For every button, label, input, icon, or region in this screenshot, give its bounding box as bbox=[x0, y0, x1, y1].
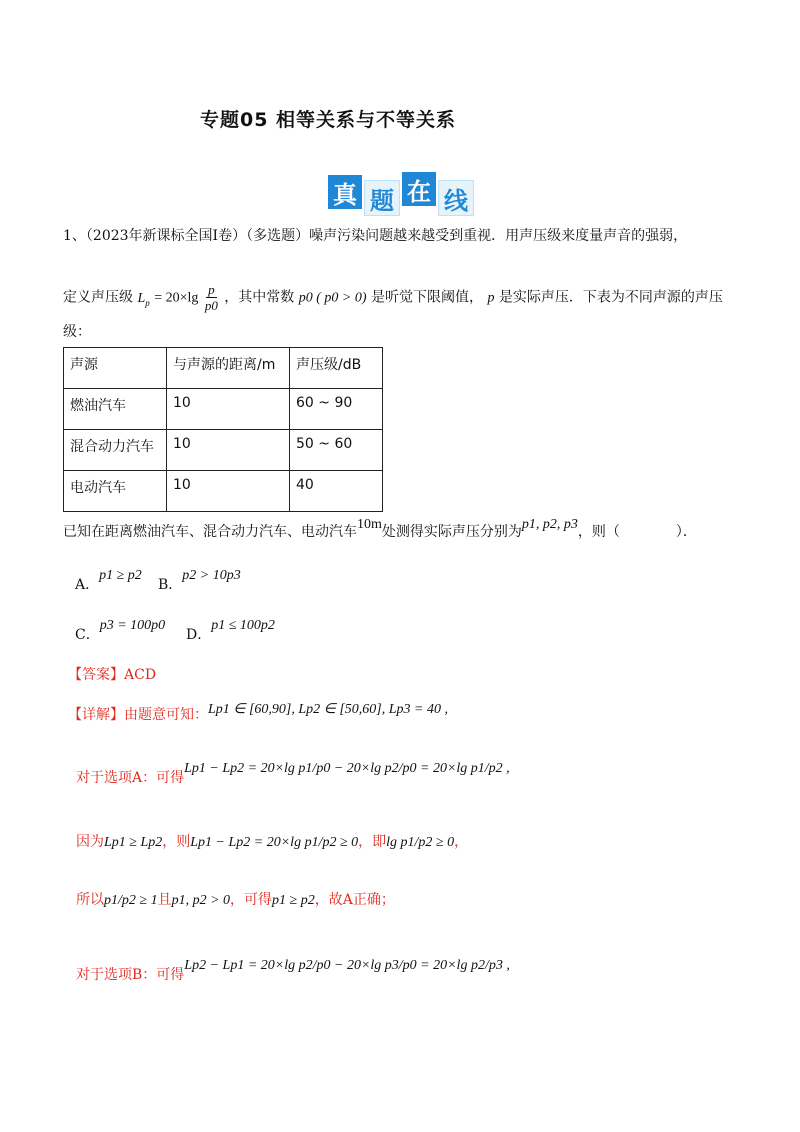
because-expr-1: Lp1 ≥ Lp2 bbox=[104, 835, 163, 850]
table-header-cell: 声压级/dB bbox=[290, 348, 383, 389]
so-expr-1: p1/p2 ≥ 1 bbox=[104, 893, 158, 908]
formula-p: p bbox=[487, 290, 495, 306]
table-header-cell: 与声源的距离/m bbox=[167, 348, 290, 389]
so-end: ，故A正确； bbox=[314, 892, 395, 908]
badge-char-4: 线 bbox=[438, 180, 474, 216]
so-label: 所以 bbox=[76, 892, 104, 908]
question-line-2b: ，其中常数 bbox=[224, 289, 295, 306]
because-line bbox=[76, 832, 468, 853]
option-A[interactable] bbox=[75, 568, 142, 596]
option-D[interactable] bbox=[186, 618, 275, 646]
table-header-cell: 声源 bbox=[64, 348, 167, 389]
detail-label: 【详解】由题意可知： bbox=[68, 707, 208, 723]
after-table-pressures: p1, p2, p3 bbox=[521, 517, 578, 532]
detail-line bbox=[68, 702, 448, 726]
formula-fraction: $\frac{p}{p0}$ bbox=[204, 282, 218, 313]
badge-char-1: 真 bbox=[328, 175, 362, 209]
option-A-analysis-expr: Lp1 − Lp2 = 20×lg p1/p0 − 20×lg p2/p0 = 20×lg p1/p2 , bbox=[184, 761, 510, 776]
so-and: 且 bbox=[157, 892, 172, 908]
table-cell: 燃油汽车 bbox=[64, 389, 167, 430]
after-table-text-c: ，则（ ）． bbox=[577, 524, 697, 540]
table-cell: 10 bbox=[167, 389, 290, 430]
table-row bbox=[64, 430, 383, 471]
question-line-1: 1、（2023年新课标全国Ⅰ卷）（多选题）噪声污染问题越来越受到重视．用声压级来度量声音的强弱， bbox=[63, 228, 688, 244]
after-table-line bbox=[63, 517, 697, 543]
section-badge bbox=[328, 172, 474, 215]
formula-mid: = 20×lg bbox=[154, 290, 199, 306]
option-B-expr: p2 > 10p3 bbox=[182, 568, 241, 583]
question-line-3: 级： bbox=[63, 324, 91, 340]
detail-expr: Lp1 ∈ [60,90], Lp2 ∈ [50,60], Lp3 = 40 , bbox=[208, 702, 448, 717]
so-line bbox=[76, 890, 395, 911]
option-D-expr: p1 ≤ 100p2 bbox=[211, 618, 275, 633]
after-table-distance: 10m bbox=[357, 517, 382, 532]
table-cell: 混合动力汽车 bbox=[64, 430, 167, 471]
table-header-row bbox=[64, 348, 383, 389]
table-row bbox=[64, 389, 383, 430]
table-cell: 电动汽车 bbox=[64, 471, 167, 512]
because-end: ， bbox=[454, 834, 469, 850]
table-row bbox=[64, 471, 383, 512]
option-B[interactable] bbox=[158, 568, 241, 596]
option-A-analysis-label: 对于选项A：可得 bbox=[76, 770, 185, 786]
page-title: 专题05 相等关系与不等关系 bbox=[200, 109, 457, 131]
option-B-label: B． bbox=[158, 577, 183, 593]
after-table-text-a: 已知在距离燃油汽车、混合动力汽车、电动汽车 bbox=[63, 524, 357, 540]
so-expr-2: p1, p2 > 0 bbox=[171, 893, 231, 908]
option-B-analysis-expr: Lp2 − Lp1 = 20×lg p2/p0 − 20×lg p3/p0 = 20×lg p2/p3 , bbox=[184, 958, 510, 973]
sound-source-table bbox=[63, 347, 383, 512]
badge-char-2: 题 bbox=[364, 180, 400, 216]
option-B-analysis bbox=[76, 958, 510, 986]
because-ji: ，即 bbox=[358, 834, 387, 850]
formula-const: p0 ( p0 > 0) bbox=[298, 290, 367, 306]
because-expr-3: lg p1/p2 ≥ 0 bbox=[386, 835, 455, 850]
table-cell: 60 ~ 90 bbox=[290, 389, 383, 430]
formula-L: $L_p$ bbox=[137, 290, 150, 308]
option-B-analysis-label: 对于选项B：可得 bbox=[76, 967, 185, 983]
question-line-2c: 是听觉下限阈值， bbox=[370, 289, 483, 306]
so-expr-3: p1 ≥ p2 bbox=[272, 893, 315, 908]
because-label: 因为 bbox=[76, 834, 104, 850]
because-expr-2: Lp1 − Lp2 = 20×lg p1/p2 ≥ 0 bbox=[190, 835, 359, 850]
option-A-label: A． bbox=[75, 577, 100, 593]
table-cell: 10 bbox=[167, 471, 290, 512]
question-line-2d: 是实际声压．下表为不同声源的声压 bbox=[498, 289, 723, 306]
option-D-label: D． bbox=[186, 627, 212, 643]
option-C-expr: p3 = 100p0 bbox=[99, 618, 166, 633]
option-A-analysis bbox=[76, 761, 510, 789]
answer-label: 【答案】ACD bbox=[68, 667, 157, 683]
option-C[interactable] bbox=[75, 618, 166, 646]
question-line-2a: 定义声压级 bbox=[63, 289, 133, 306]
question-line-2 bbox=[63, 282, 723, 313]
badge-char-3: 在 bbox=[402, 172, 436, 206]
table-cell: 10 bbox=[167, 430, 290, 471]
option-A-expr: p1 ≥ p2 bbox=[99, 568, 142, 583]
option-C-label: C． bbox=[75, 627, 100, 643]
after-table-text-b: 处测得实际声压分别为 bbox=[381, 524, 522, 540]
so-mid: ，可得 bbox=[230, 892, 273, 908]
table-cell: 40 bbox=[290, 471, 383, 512]
table-cell: 50 ~ 60 bbox=[290, 430, 383, 471]
because-then: ，则 bbox=[162, 834, 191, 850]
